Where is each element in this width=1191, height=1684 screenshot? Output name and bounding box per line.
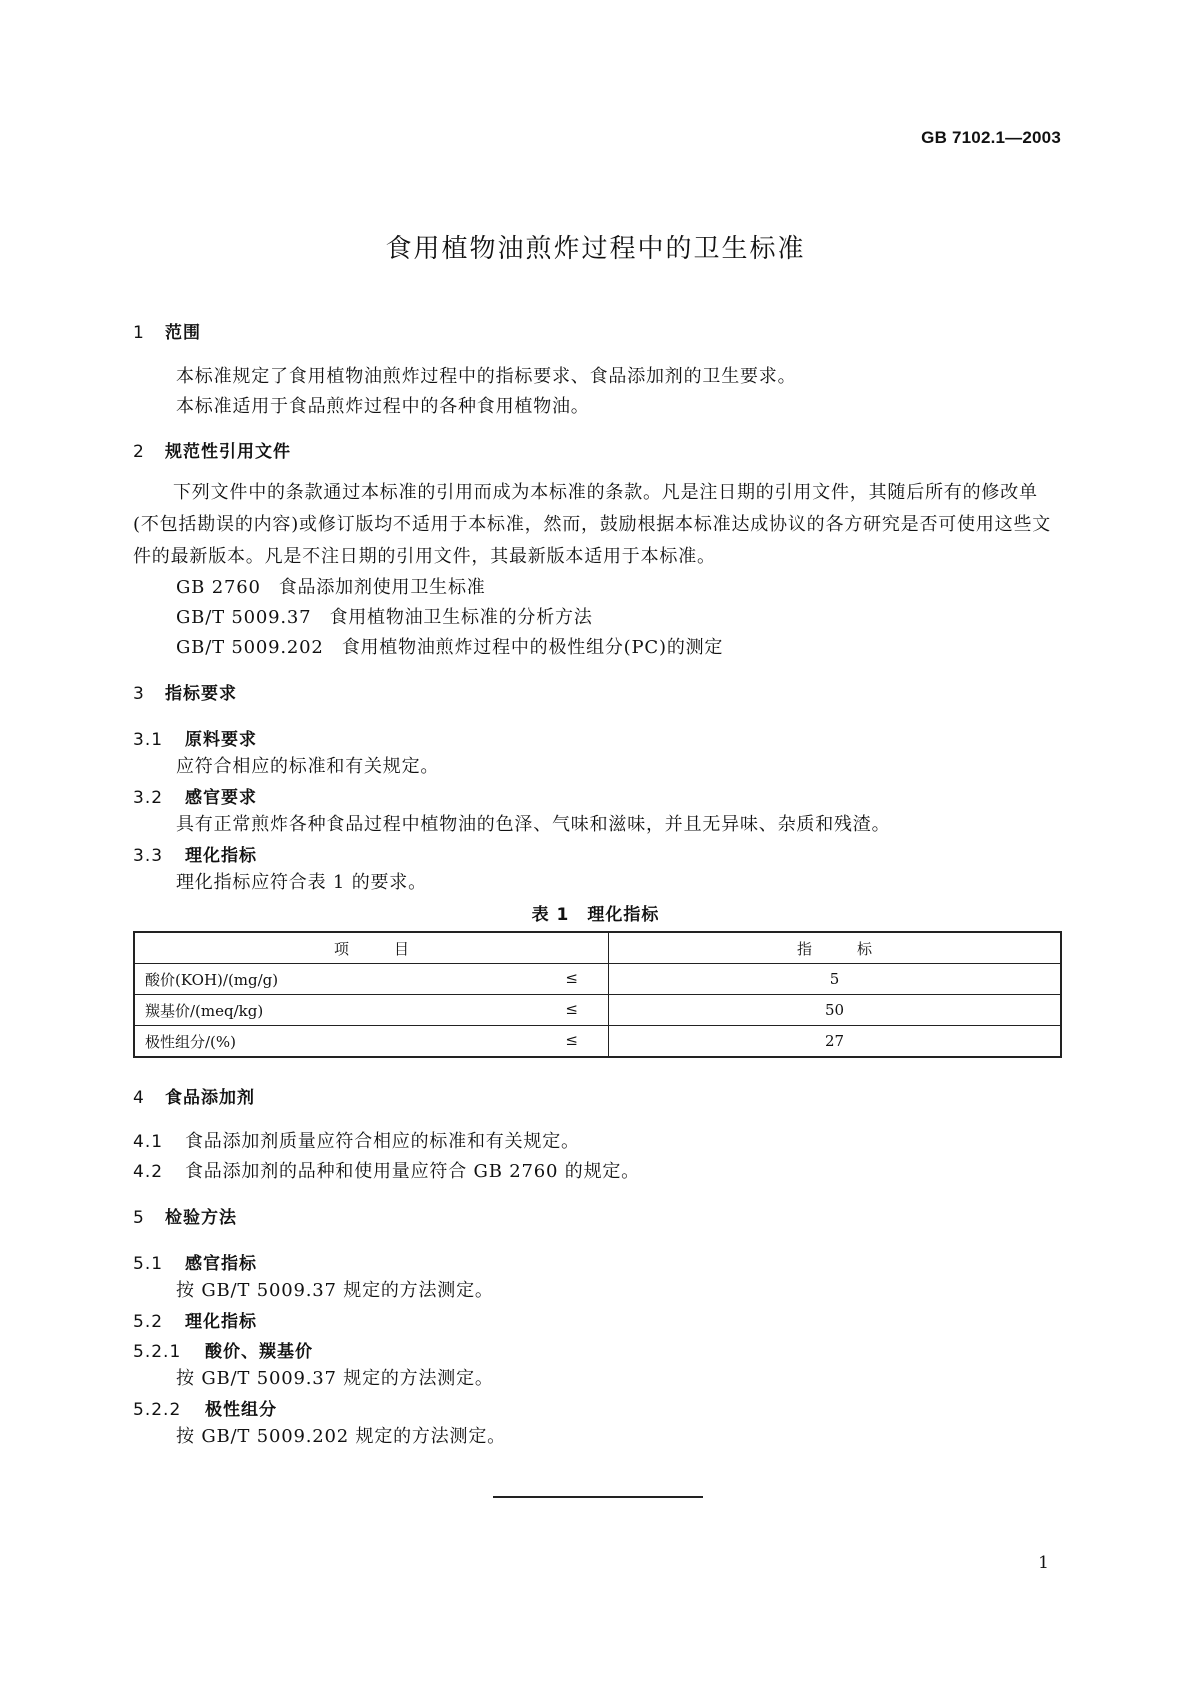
subsection-number: 3.2 bbox=[133, 788, 164, 808]
page-number: 1 bbox=[1038, 1553, 1049, 1573]
end-rule bbox=[493, 1496, 703, 1498]
header-value: 指 标 bbox=[609, 932, 1062, 964]
clause-4-2 bbox=[133, 1157, 640, 1183]
header-item: 项 目 bbox=[134, 932, 609, 964]
section-number: 5 bbox=[133, 1208, 145, 1228]
row-item-label: 羰基价/(meq/kg) bbox=[145, 1001, 264, 1020]
reference-title: 食用植物油卫生标准的分析方法 bbox=[329, 607, 593, 628]
subsection-5-2-heading bbox=[133, 1307, 257, 1332]
table-row bbox=[134, 964, 1061, 995]
clause-number: 4.1 bbox=[133, 1132, 164, 1152]
section-2-heading bbox=[133, 437, 291, 462]
table-caption: 表 1 理化指标 bbox=[531, 905, 660, 925]
subsection-3-3-heading bbox=[133, 841, 257, 866]
reference-title: 食品添加剂使用卫生标准 bbox=[278, 577, 486, 598]
subsection-number: 3.1 bbox=[133, 730, 164, 750]
subsection-number: 5.2.1 bbox=[133, 1342, 182, 1362]
reference-item bbox=[176, 603, 593, 629]
section-number: 4 bbox=[133, 1088, 145, 1108]
clause-text: 食品添加剂的品种和使用量应符合 GB 2760 的规定。 bbox=[185, 1161, 640, 1182]
table-row bbox=[134, 1026, 1061, 1058]
subsection-5-2-1-text: 按 GB/T 5009.37 规定的方法测定。 bbox=[176, 1368, 494, 1389]
row-comparator: ≤ bbox=[565, 1031, 578, 1049]
section-title: 范围 bbox=[165, 323, 201, 343]
subsection-3-2-heading bbox=[133, 783, 257, 808]
row-comparator: ≤ bbox=[565, 1000, 578, 1018]
subsection-title: 酸价、羰基价 bbox=[205, 1342, 313, 1362]
row-comparator: ≤ bbox=[565, 969, 578, 987]
scope-paragraph-1: 本标准规定了食用植物油煎炸过程中的指标要求、食品添加剂的卫生要求。 bbox=[176, 366, 797, 387]
section-title: 食品添加剂 bbox=[165, 1088, 255, 1108]
references-intro bbox=[133, 477, 1061, 573]
scope-paragraph-2: 本标准适用于食品煎炸过程中的各种食用植物油。 bbox=[176, 396, 590, 417]
clause-number: 4.2 bbox=[133, 1162, 164, 1182]
section-1-heading bbox=[133, 318, 201, 343]
subsection-5-2-1-heading bbox=[133, 1337, 313, 1362]
row-value: 5 bbox=[609, 964, 1062, 995]
subsection-3-3-text: 理化指标应符合表 1 的要求。 bbox=[176, 872, 427, 893]
reference-title: 食用植物油煎炸过程中的极性组分(PC)的测定 bbox=[341, 637, 724, 658]
section-number: 1 bbox=[133, 323, 145, 343]
subsection-number: 5.2.2 bbox=[133, 1400, 182, 1420]
reference-code: GB/T 5009.202 bbox=[176, 637, 324, 658]
section-number: 3 bbox=[133, 684, 145, 704]
row-value: 27 bbox=[609, 1026, 1062, 1058]
row-value: 50 bbox=[609, 995, 1062, 1026]
clause-text: 食品添加剂质量应符合相应的标准和有关规定。 bbox=[185, 1131, 580, 1152]
section-3-heading bbox=[133, 679, 237, 704]
row-item-label: 酸价(KOH)/(mg/g) bbox=[145, 970, 279, 989]
clause-4-1 bbox=[133, 1127, 580, 1153]
section-5-heading bbox=[133, 1203, 237, 1228]
subsection-title: 感官要求 bbox=[185, 788, 257, 808]
section-title: 规范性引用文件 bbox=[165, 442, 291, 462]
subsection-title: 原料要求 bbox=[185, 730, 257, 750]
subsection-title: 理化指标 bbox=[185, 1312, 257, 1332]
subsection-5-2-2-text: 按 GB/T 5009.202 规定的方法测定。 bbox=[176, 1426, 506, 1447]
section-4-heading bbox=[133, 1083, 255, 1108]
physicochemical-table bbox=[133, 931, 1062, 1058]
subsection-number: 3.3 bbox=[133, 846, 164, 866]
table-row bbox=[134, 995, 1061, 1026]
subsection-5-2-2-heading bbox=[133, 1395, 277, 1420]
subsection-number: 5.1 bbox=[133, 1254, 164, 1274]
subsection-title: 理化指标 bbox=[185, 846, 257, 866]
reference-item bbox=[176, 573, 486, 599]
row-item bbox=[134, 995, 609, 1026]
row-item-label: 极性组分/(%) bbox=[145, 1032, 237, 1051]
reference-code: GB 2760 bbox=[176, 577, 261, 598]
section-title: 指标要求 bbox=[165, 684, 237, 704]
subsection-3-2-text: 具有正常煎炸各种食品过程中植物油的色泽、气味和滋味，并且无异味、杂质和残渣。 bbox=[176, 814, 891, 835]
document-title: 食用植物油煎炸过程中的卫生标准 bbox=[385, 234, 806, 264]
subsection-3-1-heading bbox=[133, 725, 257, 750]
subsection-5-1-heading bbox=[133, 1249, 257, 1274]
subsection-title: 感官指标 bbox=[185, 1254, 257, 1274]
table-header-row bbox=[134, 932, 1061, 964]
references-intro-text: 下列文件中的条款通过本标准的引用而成为本标准的条款。凡是注日期的引用文件，其随后所有的修改单(不包括勘误的内容)或修订版均不适用于本标准，然而，鼓励根据本标准达成协议的各方研究是否可使用这些文件的最新版本。凡是不注日期的引用文件，其最新版本适用于本标准。 bbox=[133, 482, 1052, 567]
subsection-3-1-text: 应符合相应的标准和有关规定。 bbox=[176, 756, 440, 777]
subsection-number: 5.2 bbox=[133, 1312, 164, 1332]
subsection-5-1-text: 按 GB/T 5009.37 规定的方法测定。 bbox=[176, 1280, 494, 1301]
standard-code: GB 7102.1—2003 bbox=[921, 128, 1061, 147]
row-item bbox=[134, 1026, 609, 1058]
subsection-title: 极性组分 bbox=[205, 1400, 277, 1420]
reference-item bbox=[176, 633, 723, 659]
section-title: 检验方法 bbox=[165, 1208, 237, 1228]
row-item bbox=[134, 964, 609, 995]
reference-code: GB/T 5009.37 bbox=[176, 607, 312, 628]
section-number: 2 bbox=[133, 442, 145, 462]
